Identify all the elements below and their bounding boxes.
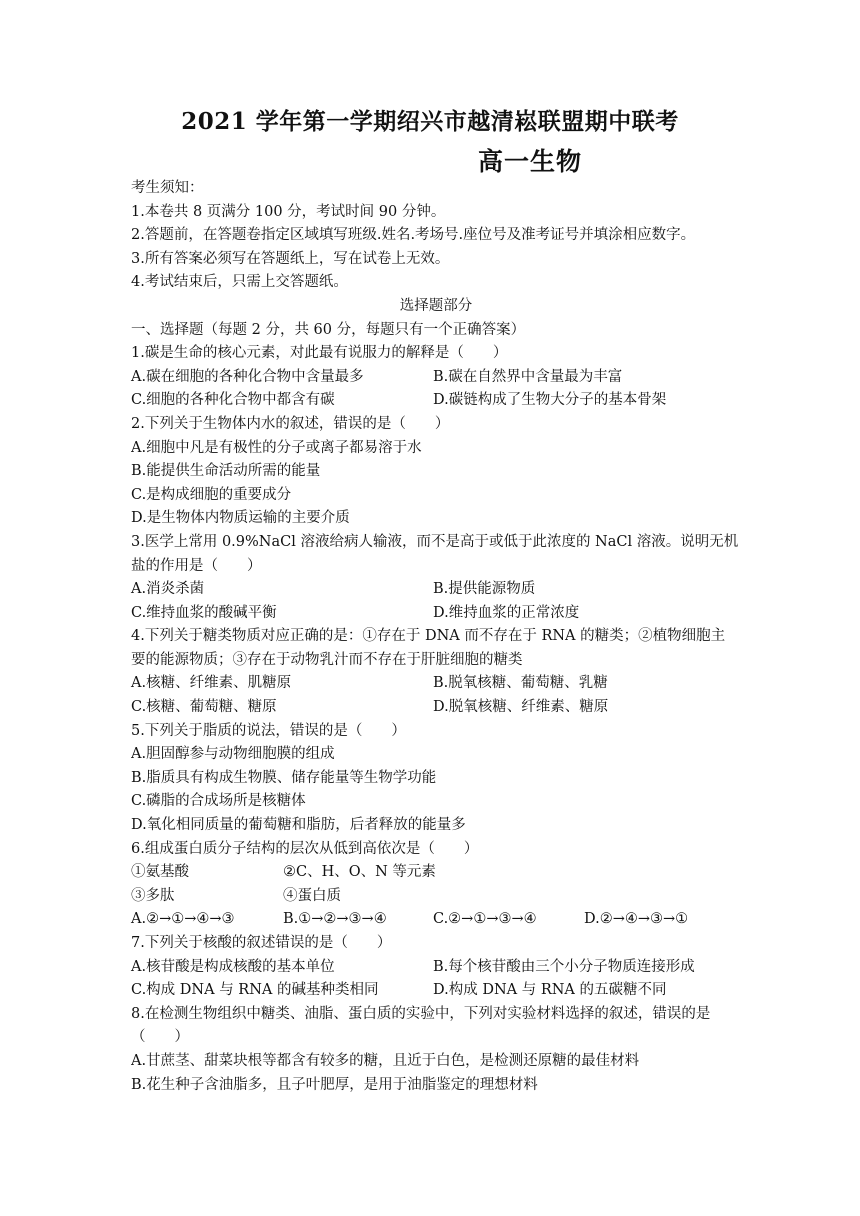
section-instructions: 一、选择题（每题 2 分，共 60 分，每题只有一个正确答案）: [131, 321, 526, 338]
option-c: C.维持血浆的酸碱平衡: [131, 604, 277, 621]
item-row: [131, 861, 741, 885]
option-a: A.核糖、纤维素、肌糖原: [131, 675, 292, 692]
option-row: [131, 908, 741, 932]
item-row: [131, 885, 741, 909]
question-stem-continued: （ ）: [131, 1029, 189, 1046]
option-d: D.②→④→③→①: [584, 911, 689, 928]
option-d: D.碳链构成了生物大分子的基本骨架: [433, 392, 667, 409]
item-1: ①氨基酸: [131, 864, 189, 881]
question-stem: 5.下列关于脂质的说法，错误的是（ ）: [131, 722, 406, 739]
option-b: B.脂质具有构成生物膜、储存能量等生物学功能: [131, 769, 437, 786]
question-stem: 4.下列关于糖类物质对应正确的是：①存在于 DNA 而不存在于 RNA 的糖类；②植物细胞主: [131, 628, 726, 645]
option-a: A.胆固醇参与动物细胞膜的组成: [131, 746, 335, 763]
option-c: C.②→①→③→④: [433, 911, 537, 928]
option-a: A.核苷酸是构成核酸的基本单位: [131, 958, 335, 975]
item-4: ④蛋白质: [283, 887, 341, 904]
option-c: C.核糖、葡萄糖、糖原: [131, 699, 277, 716]
option-d: D.维持血浆的正常浓度: [433, 604, 580, 621]
option-c: C.磷脂的合成场所是核糖体: [131, 793, 306, 810]
item-2: ②C、H、O、N 等元素: [283, 864, 436, 881]
option-row: [131, 389, 741, 413]
option-d: D.脱氧核糖、纤维素、糖原: [433, 699, 609, 716]
question-stem: 7.下列关于核酸的叙述错误的是（ ）: [131, 935, 392, 951]
option-d: D.是生物体内物质运输的主要介质: [131, 510, 350, 527]
exam-title: 2021 学年第一学期绍兴市越清崧联盟期中联考: [181, 108, 679, 135]
option-row: [131, 696, 741, 720]
option-b: B.每个核苷酸由三个小分子物质连接形成: [433, 958, 695, 975]
option-b: B.能提供生命活动所需的能量: [131, 463, 321, 480]
option-c: C.构成 DNA 与 RNA 的碱基种类相同: [131, 982, 379, 999]
notice-heading: 考生须知：: [131, 180, 204, 196]
option-b: B.碳在自然界中含量最为丰富: [433, 368, 623, 385]
option-d: D.氧化相同质量的葡萄糖和脂肪，后者释放的能量多: [131, 817, 466, 834]
question-stem: 3.医学上常用 0.9%NaCl 溶液给病人输液，而不是高于或低于此浓度的 NaCl 溶液。说明无机: [131, 533, 739, 550]
option-row: [131, 366, 741, 390]
notice-item: 3.所有答案必须写在答题纸上，写在试卷上无效。: [131, 250, 450, 267]
notice-item: 2.答题前，在答题卷指定区域填写班级.姓名.考场号.座位号及准考证号并填涂相应数字。: [131, 227, 696, 244]
option-d: D.构成 DNA 与 RNA 的五碳糖不同: [433, 982, 667, 999]
item-3: ③多肽: [131, 887, 175, 904]
notice-item: 4.考试结束后，只需上交答题纸。: [131, 274, 348, 291]
question-stem: 8.在检测生物组织中糖类、油脂、蛋白质的实验中，下列对实验材料选择的叙述，错误的是: [131, 1005, 711, 1022]
option-a: A.②→①→④→③: [131, 911, 235, 928]
option-b: B.花生种子含油脂多，且子叶肥厚，是用于油脂鉴定的理想材料: [131, 1076, 538, 1093]
option-c: C.细胞的各种化合物中都含有碳: [131, 392, 335, 409]
question-stem: 2.下列关于生物体内水的叙述，错误的是（ ）: [131, 415, 450, 432]
option-a: A.甘蔗茎、甜菜块根等都含有较多的糖，且近于白色，是检测还原糖的最佳材料: [131, 1052, 640, 1069]
option-a: A.细胞中凡是有极性的分子或离子都易溶于水: [131, 439, 422, 456]
option-row: [131, 956, 741, 980]
option-b: B.脱氧核糖、葡萄糖、乳糖: [433, 675, 608, 692]
option-row: [131, 672, 741, 696]
option-b: B.①→②→③→④: [283, 911, 387, 928]
exam-subject: 高一生物: [478, 147, 583, 176]
option-b: B.提供能源物质: [433, 581, 536, 598]
exam-content: [131, 177, 741, 1097]
question-stem-continued: 盐的作用是（ ）: [131, 557, 262, 574]
option-row: [131, 578, 741, 602]
question-stem-continued: 要的能源物质；③存在于动物乳汁而不存在于肝脏细胞的糖类: [131, 651, 523, 668]
notice-item: 1.本卷共 8 页满分 100 分，考试时间 90 分钟。: [131, 203, 446, 220]
option-row: [131, 602, 741, 626]
question-stem: 6.组成蛋白质分子结构的层次从低到高依次是（ ）: [131, 840, 479, 857]
option-row: [131, 979, 741, 1003]
question-stem: 1.碳是生命的核心元素，对此最有说服力的解释是（ ）: [131, 345, 508, 362]
option-a: A.消炎杀菌: [131, 581, 205, 598]
section-title: 选择题部分: [399, 297, 473, 314]
option-c: C.是构成细胞的重要成分: [131, 486, 292, 503]
option-a: A.碳在细胞的各种化合物中含量最多: [131, 368, 364, 385]
